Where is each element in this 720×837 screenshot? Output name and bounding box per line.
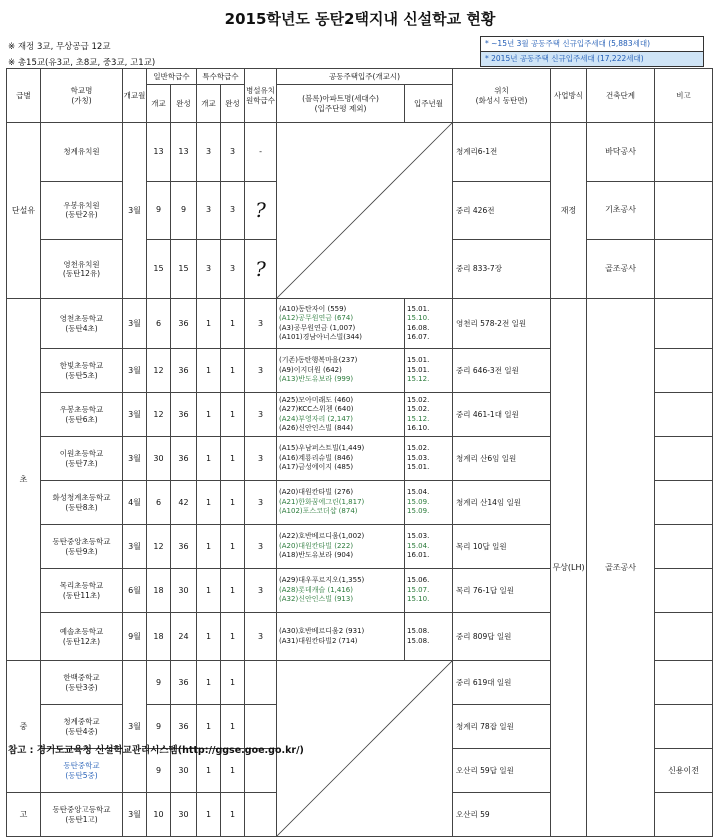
level-elementary: 초 [7,299,41,661]
class-count: 9 [147,749,171,793]
remark [655,123,713,182]
school-name: 청계중학교 (동탄4중) [41,705,123,749]
business-method: 재정 [551,123,587,299]
school-name: 목리초등학교 (동탄11초) [41,569,123,613]
col-special-classes: 특수학급수 [197,69,245,85]
school-name: 영천유치원 (동탄12유) [41,240,123,299]
kinder-class-count [245,661,277,705]
school-name: 예솔초등학교 (동탄12초) [41,613,123,661]
school-name: 우봉초등학교 (동탄6초) [41,393,123,437]
location: 청계리 산6임 일원 [453,437,551,481]
open-month: 3월 [123,793,147,837]
class-count: 12 [147,349,171,393]
class-count: 3 [245,349,277,393]
construction-stage: 기초공사 [587,181,655,240]
class-count: 3 [245,393,277,437]
level-high: 고 [7,793,41,837]
open-month: 3월 [123,349,147,393]
col-method: 사업방식 [551,69,587,123]
level-kinder: 단설유 [7,123,41,299]
class-count: 9 [147,181,171,240]
class-count: 3 [245,613,277,661]
location: 중리 833-7장 [453,240,551,299]
col-general-open: 개교 [147,85,171,123]
level-middle: 중 [7,661,41,793]
class-count: 1 [197,749,221,793]
class-count: 9 [147,661,171,705]
col-general-classes: 일반학급수 [147,69,197,85]
col-special-full: 완성 [221,85,245,123]
class-count: 30 [147,437,171,481]
legend-item-2014: * ~15년 3월 공동주택 신규입주세대 (5,883세대) [481,37,703,52]
school-name: 이원초등학교 (동탄7초) [41,437,123,481]
apartment-blocks: (기존)동탄행복마을(237) (A9)이지더원 (642) (A13)반도유보라 (999) [277,349,405,393]
construction-stage: 바닥공사 [587,123,655,182]
location: 청계리6-1전 [453,123,551,182]
class-count: 30 [171,569,197,613]
class-count: 3 [221,240,245,299]
legend-box [480,36,704,67]
school-name: 한빛초등학교 (동탄5초) [41,349,123,393]
class-count: 3 [245,437,277,481]
class-count: 3 [245,525,277,569]
open-month: 3월 [123,299,147,349]
apartment-blocks: (A29)대우푸르지오(1,355) (A28)롯데캐슬 (1,416) (A32)신안인스빌 (913) [277,569,405,613]
header-row-1 [7,69,713,85]
location: 청계리 산14임 일원 [453,481,551,525]
col-open: 개교월 [123,69,147,123]
class-count: 12 [147,525,171,569]
class-count: 3 [221,123,245,182]
class-count: 3 [197,240,221,299]
open-month: 3월 [123,437,147,481]
remark [655,299,713,349]
class-count: 3 [197,181,221,240]
location: 오산리 59답 일원 [453,749,551,793]
open-month: 6월 [123,569,147,613]
class-count: 1 [197,705,221,749]
move-in-dates: 15.02. 15.03. 15.01. [405,437,453,481]
business-method: 무상(LH) [551,299,587,837]
remark [655,661,713,705]
class-count: 12 [147,393,171,437]
move-in-dates: 15.01. 15.10. 16.08. 16.07. [405,299,453,349]
apartment-blocks: (A30)호반베르디움2 (931) (A31)대원칸타빌2 (714) [277,613,405,661]
footer-reference: 참고 : 경기도교육청 신설학교관리시스템(http://ggse.goe.go.kr/) [8,745,304,756]
class-count: 36 [171,393,197,437]
class-count: 36 [171,437,197,481]
class-count: 9 [171,181,197,240]
class-count: 1 [221,661,245,705]
col-location: 위치 (화성시 동탄면) [453,69,551,123]
class-count: 36 [171,299,197,349]
class-count: 13 [171,123,197,182]
remark [655,240,713,299]
location: 청계리 78잡 일원 [453,705,551,749]
class-count: 1 [221,393,245,437]
move-in-dates: 15.06. 15.07. 15.10. [405,569,453,613]
table-row [7,299,713,349]
class-count: 3 [245,481,277,525]
table-row [7,123,713,182]
location: 중리 646-3전 일원 [453,349,551,393]
class-count: 3 [197,123,221,182]
remark [655,481,713,525]
kinder-class-count: ? [245,181,277,240]
school-table [6,68,713,837]
class-count: 18 [147,569,171,613]
class-count: 1 [197,793,221,837]
class-count: 1 [221,749,245,793]
class-count: 1 [197,299,221,349]
col-block: (블록)아파트명(세대수) (입주단평 제외) [277,85,405,123]
move-in-dates: 15.04. 15.09. 15.09. [405,481,453,525]
empty-housing-cell [277,123,453,299]
remark [655,705,713,749]
remark [655,437,713,481]
remark [655,613,713,661]
class-count: 36 [171,661,197,705]
location: 중리 619대 일원 [453,661,551,705]
class-count: 15 [147,240,171,299]
class-count: 36 [171,705,197,749]
remark [655,349,713,393]
remark [655,393,713,437]
apartment-blocks: (A25)모아미래도 (460) (A27)KCC스위첸 (640) (A24)부영자리 (2,147) (A26)신안인스빌 (844) [277,393,405,437]
apartment-blocks: (A15)우남퍼스트빌(1,449) (A16)계룡리슈빌 (846) (A17)금성에이지 (485) [277,437,405,481]
location: 영천리 578-2전 일원 [453,299,551,349]
col-remark: 비고 [655,69,713,123]
col-special-open: 개교 [197,85,221,123]
class-count: 1 [221,793,245,837]
class-count: 24 [171,613,197,661]
class-count: 3 [221,181,245,240]
class-count: 1 [221,613,245,661]
move-in-dates: 15.01. 15.01. 15.12. [405,349,453,393]
class-count: 1 [197,393,221,437]
class-count: 15 [171,240,197,299]
apartment-blocks: (A10)동탄자이 (559) (A12)공무원연금 (674) (A3)공무원연금 (1,007) (A101)경남아너스빌(344) [277,299,405,349]
school-name: 동탄중앙고등학교 (동탄1고) [41,793,123,837]
open-month: 3월 [123,393,147,437]
remark [655,181,713,240]
open-month: 4월 [123,481,147,525]
school-name: 영천초등학교 (동탄4초) [41,299,123,349]
class-count: 1 [197,437,221,481]
class-count: 1 [221,437,245,481]
open-month: 3월 [123,525,147,569]
open-month: 3월 [123,661,147,793]
col-school: 학교명 (가칭) [41,69,123,123]
class-count: 36 [171,349,197,393]
class-count: 1 [221,569,245,613]
school-name: 동탄중학교 (동탄5중) [41,749,123,793]
class-count: 42 [171,481,197,525]
open-month: 3월 [123,123,147,299]
location: 중리 426전 [453,181,551,240]
class-count: 6 [147,481,171,525]
location: 중리 461-1대 일원 [453,393,551,437]
col-move-in: 입주년월 [405,85,453,123]
location: 중리 809답 일원 [453,613,551,661]
col-kinder-classes: 병설유치원학급수 [245,69,277,123]
class-count: 30 [171,793,197,837]
class-count: 6 [147,299,171,349]
move-in-dates: 15.02. 15.02. 15.12. 16.10. [405,393,453,437]
class-count: 1 [197,481,221,525]
col-stage: 건축단계 [587,69,655,123]
col-level: 급별 [7,69,41,123]
apartment-blocks: (A20)대원칸타빌 (276) (A21)한화꿈에그린(1,817) (A102)포스코더샵 (874) [277,481,405,525]
kinder-class-count [245,793,277,837]
class-count: 1 [221,299,245,349]
class-count: 1 [221,349,245,393]
class-count: 9 [147,705,171,749]
class-count: 1 [221,525,245,569]
class-count: 1 [197,661,221,705]
class-count: 1 [197,569,221,613]
class-count: 1 [197,525,221,569]
col-general-full: 완성 [171,85,197,123]
note-total-schools: ※ 총15교(유3교, 초8교, 중3교, 고1교) [8,58,156,68]
legend-item-2015: * 2015년 공동주택 신규입주세대 (17,222세대) [481,52,703,66]
class-count: 1 [221,481,245,525]
school-name: 동탄중앙초등학교 (동탄9초) [41,525,123,569]
remark [655,525,713,569]
school-name: 화성청계초등학교 (동탄8초) [41,481,123,525]
move-in-dates: 15.03. 15.04. 16.01. [405,525,453,569]
class-count: 3 [245,569,277,613]
class-count: 10 [147,793,171,837]
class-count: 1 [197,613,221,661]
move-in-dates: 15.08. 15.08. [405,613,453,661]
school-name: 한백중학교 (동탄3중) [41,661,123,705]
note-total-funding: ※ 재정 3교, 무상공급 12교 [8,42,111,52]
school-name: 청계유치원 [41,123,123,182]
construction-stage: 골조공사 [587,240,655,299]
class-count: 13 [147,123,171,182]
page-title: 2015학년도 동탄2택지내 신설학교 현황 [224,10,496,28]
apartment-blocks: (A22)호반베르디움(1,002) (A20)대원칸타빌 (222) (A18)반도유보라 (904) [277,525,405,569]
kinder-class-count: - [245,123,277,182]
class-count: 18 [147,613,171,661]
remark [655,793,713,837]
class-count: 36 [171,525,197,569]
construction-stage: 골조공사 [587,299,655,837]
kinder-class-count: ? [245,240,277,299]
remark: 신용이전 [655,749,713,793]
location: 목리 76-1답 일원 [453,569,551,613]
class-count: 1 [197,349,221,393]
class-count: 30 [171,749,197,793]
remark [655,569,713,613]
col-housing: 공동주택입주(개교시) [277,69,453,85]
class-count: 3 [245,299,277,349]
open-month: 9월 [123,613,147,661]
location: 목리 10답 일원 [453,525,551,569]
location: 오산리 59 [453,793,551,837]
school-name: 우봉유치원 (동탄2유) [41,181,123,240]
class-count: 1 [221,705,245,749]
